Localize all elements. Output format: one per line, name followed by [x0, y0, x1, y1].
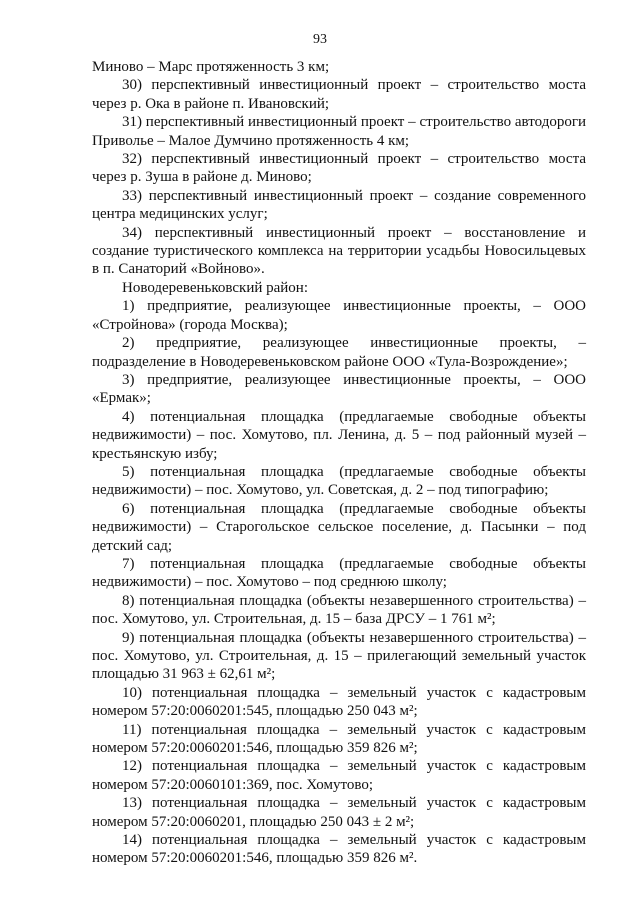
page-number: 93	[313, 32, 327, 47]
paragraph: 5) потенциальная площадка (предлагаемые свободные объекты недвижимости) – пос. Хомутово, ул. Советская, д. 2 – под типографию;	[92, 463, 586, 499]
paragraph: 6) потенциальная площадка (предлагаемые свободные объекты недвижимости) – Старогольское сельское поселение, д. Пасынки – под детский сад;	[92, 500, 586, 554]
paragraph: 32) перспективный инвестиционный проект – строительство моста через р. Зуша в районе д. Миново;	[92, 151, 586, 186]
paragraph: 1) предприятие, реализующее инвестиционные проекты, – ООО «Стройнова» (города Москва);	[92, 298, 586, 333]
paragraph: 33) перспективный инвестиционный проект – создание современного центра медицинских услуг;	[92, 187, 586, 223]
paragraph: 14) потенциальная площадка – земельный участок с кадастровым номером 57:20:0060201:546, площадью 359 826 м².	[92, 832, 586, 867]
paragraph: 34) перспективный инвестиционный проект – восстановление и создание туристического комплекса на территории усадьбы Новосильцевых в п. Санаторий «Войново».	[92, 224, 586, 278]
paragraph: 3) предприятие, реализующее инвестиционные проекты, – ООО «Ермак»;	[92, 371, 586, 407]
paragraph: 13) потенциальная площадка – земельный участок с кадастровым номером 57:20:0060201, площадью 250 043 ± 2 м²;	[92, 795, 586, 830]
paragraph: 12) потенциальная площадка – земельный участок с кадастровым номером 57:20:0060101:369, пос. Хомутово;	[92, 758, 586, 793]
paragraph: 11) потенциальная площадка – земельный участок с кадастровым номером 57:20:0060201:546, площадью 359 826 м²;	[92, 721, 586, 757]
paragraph: 8) потенциальная площадка (объекты незавершенного строительства) – пос. Хомутово, ул. Строительная, д. 15 – база ДРСУ – 1 761 м²;	[92, 592, 586, 628]
document-body	[92, 58, 586, 868]
paragraph: 30) перспективный инвестиционный проект – строительство моста через р. Ока в районе п. Ивановский;	[92, 77, 586, 112]
paragraph: 2) предприятие, реализующее инвестиционные проекты, – подразделение в Новодеревеньковском районе ООО «Тула-Возрождение»;	[92, 335, 586, 370]
paragraph: Миново – Марс протяженность 3 км;	[92, 59, 330, 75]
paragraph: Новодеревеньковский район:	[122, 279, 308, 296]
paragraph: 31) перспективный инвестиционный проект – строительство автодороги Приволье – Малое Думчино протяженность 4 км;	[92, 114, 586, 149]
paragraph: 7) потенциальная площадка (предлагаемые свободные объекты недвижимости) – пос. Хомутово – под среднюю школу;	[92, 555, 586, 591]
paragraph: 9) потенциальная площадка (объекты незавершенного строительства) – пос. Хомутово, ул. Строительная, д. 15 – прилегающий земельный участок площадью 31 963 ± 62,61 м²;	[92, 629, 586, 683]
paragraph: 10) потенциальная площадка – земельный участок с кадастровым номером 57:20:0060201:545, площадью 250 043 м²;	[92, 684, 586, 720]
paragraph: 4) потенциальная площадка (предлагаемые свободные объекты недвижимости) – пос. Хомутово, пл. Ленина, д. 5 – под районный музей – крестьянскую избу;	[92, 408, 586, 462]
